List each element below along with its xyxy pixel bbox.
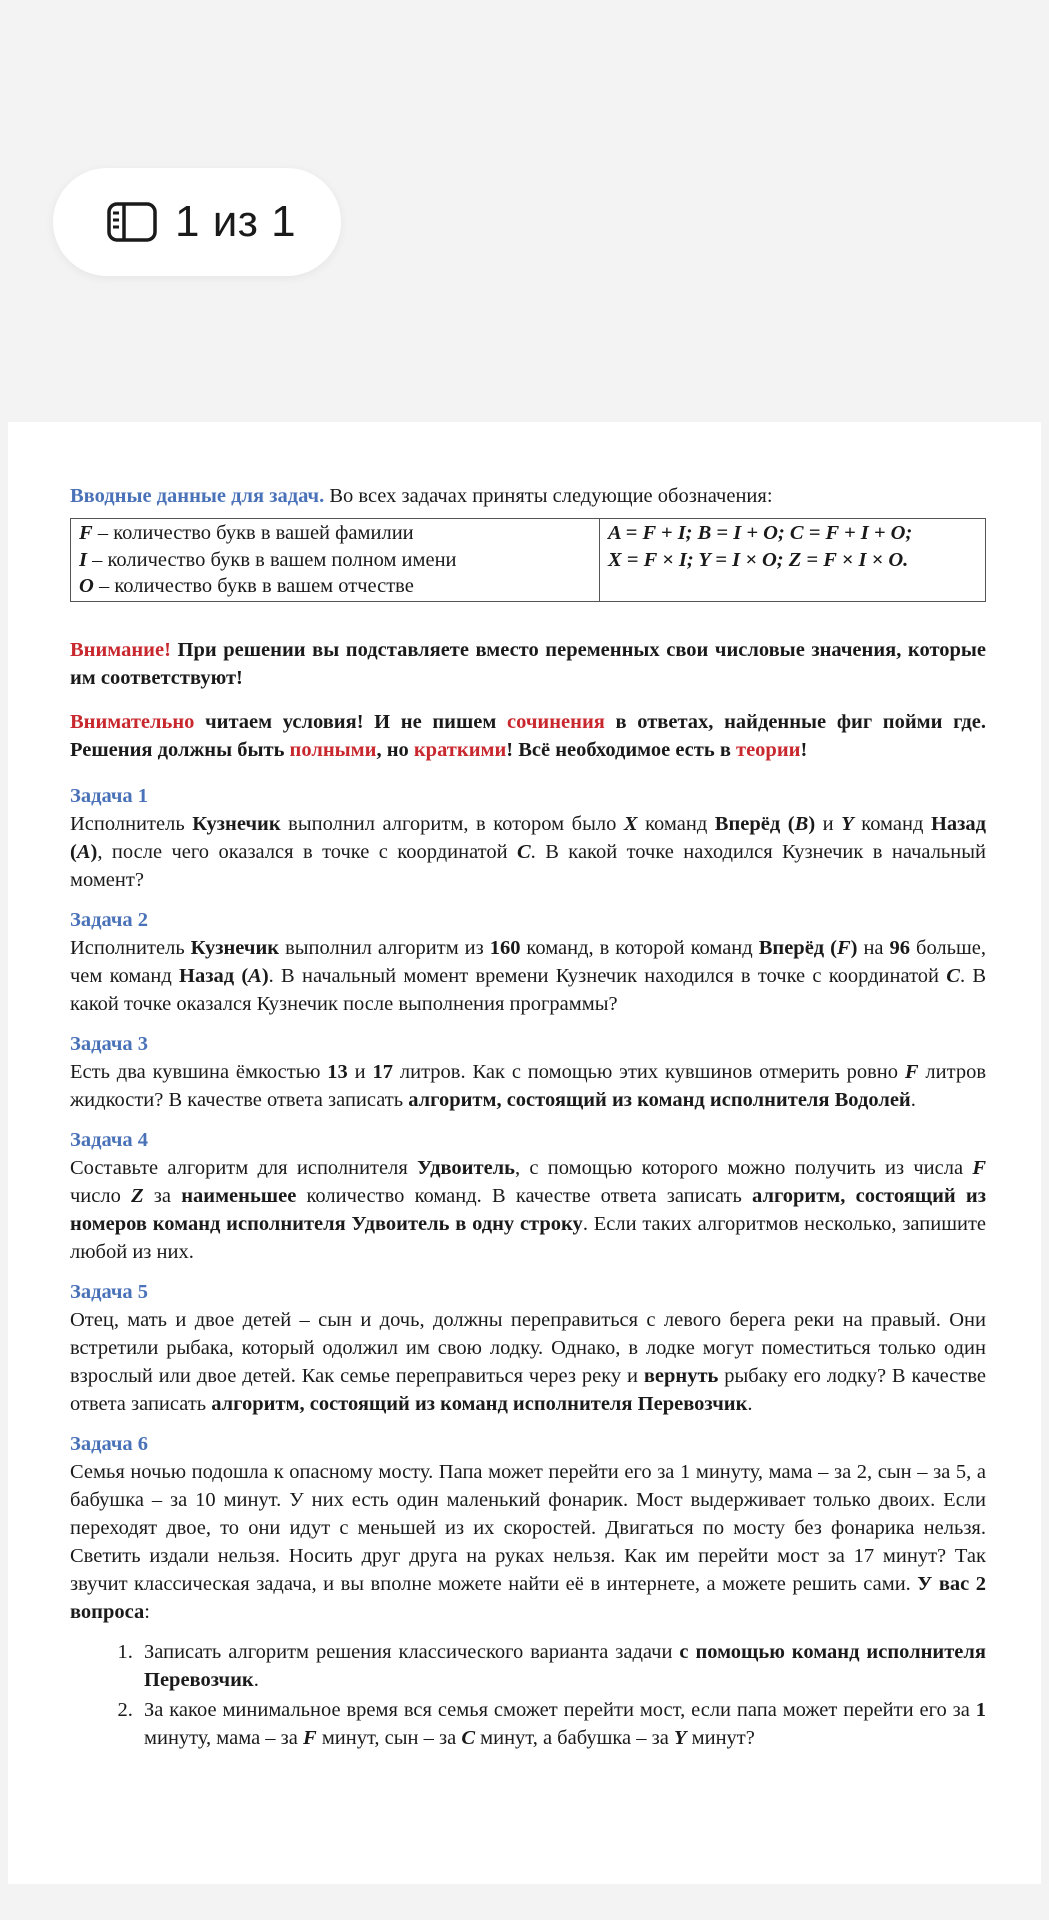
formula-line-2: X = F × I; Y = I × O; Z = F × I × O. (608, 548, 909, 571)
warning-2: Внимательно читаем условия! И не пишем сочинения в ответах, найденные фиг пойми где. Решения должны быть полными, но краткими! Всё необходимое есть в теории! (70, 710, 986, 761)
page-counter-text: 1 из 1 (175, 197, 297, 246)
task-6-questions (70, 1638, 986, 1752)
task-2-text: Исполнитель Кузнечик выполнил алгоритм из 160 команд, в которой команд Вперёд (F) на 96 больше, чем команд Назад (A). В начальный момент времени Кузнечик находился в точке с координатой C. В какой точке оказался Кузнечик после выполнения программы? (70, 936, 987, 1015)
list-item: 1. Записать алгоритм решения классического варианта задачи с помощью команд исполнителя Перевозчик. (138, 1638, 986, 1694)
warning-1: Внимание! При решении вы подставляете вместо переменных свои числовые значения, которые им соответствуют! (70, 638, 986, 689)
task-2 (70, 906, 986, 1018)
formula-line-1: A = F + I; B = I + O; C = F + I + O; (608, 522, 913, 544)
notation-table (70, 518, 986, 602)
page-sidebar-icon (107, 202, 157, 242)
task-2-title: Задача 2 (70, 908, 149, 931)
intro-text: Во всех задачах приняты следующие обозначения: (324, 485, 773, 507)
notation-right-cell (600, 519, 986, 602)
task-3 (70, 1030, 986, 1114)
notation-row-i: I – количество букв в вашем полном имени (79, 548, 457, 571)
task-1-title: Задача 1 (70, 784, 149, 807)
notation-left-cell (71, 519, 600, 602)
task-5-title: Задача 5 (70, 1280, 149, 1303)
task-6-title: Задача 6 (70, 1432, 149, 1455)
task-6 (70, 1430, 986, 1752)
task-4-title: Задача 4 (70, 1128, 149, 1151)
task-1 (70, 782, 986, 894)
intro-label: Вводные данные для задач. (70, 485, 325, 507)
task-1-text: Исполнитель Кузнечик выполнил алгоритм, в котором было X команд Вперёд (B) и Y команд Назад (A), после чего оказался в точке с координатой C. В какой точке находился Кузнечик в начальный момент? (70, 812, 986, 891)
notation-row-f: F – количество букв в вашей фамилии (79, 522, 414, 544)
document-page (8, 422, 1041, 1884)
task-5-text: Отец, мать и двое детей – сын и дочь, должны переправиться с левого берега реки на правый. Они встретили рыбака, который одолжил им свою лодку. Однако, в лодке могут поместиться только один взрослый или двое детей. Как семье переправиться через реку и вернуть рыбаку его лодку? В качестве ответа записать алгоритм, состоящий из команд исполнителя Перевозчик. (70, 1308, 987, 1415)
intro-paragraph (70, 482, 986, 510)
task-3-text: Есть два кувшина ёмкостью 13 и 17 литров. Как с помощью этих кувшинов отмерить ровно F литров жидкости? В качестве ответа записать алгоритм, состоящий из команд исполнителя Водолей. (70, 1060, 987, 1111)
task-4-text: Составьте алгоритм для исполнителя Удвоитель, с помощью которого можно получить из числа F число Z за наименьшее количество команд. В качестве ответа записать алгоритм, состоящий из номеров команд исполнителя Удвоитель в одну строку. Если таких алгоритмов несколько, запишите любой из них. (70, 1156, 987, 1263)
task-3-title: Задача 3 (70, 1032, 149, 1055)
list-item: 2. За какое минимальное время вся семья сможет перейти мост, если папа может перейти его за 1 минуту, мама – за F минут, сын – за C минут, а бабушка – за Y минут? (138, 1696, 986, 1752)
page-counter-pill[interactable] (53, 168, 341, 276)
document-content (70, 482, 986, 1764)
task-4 (70, 1126, 986, 1266)
task-5 (70, 1278, 986, 1418)
viewer-toolbar-area (0, 0, 1049, 420)
notation-row-o: O – количество букв в вашем отчестве (79, 575, 414, 597)
task-6-text: Семья ночью подошла к опасному мосту. Папа может перейти его за 1 минуту, мама – за 2, сын – за 5, а бабушка – за 10 минут. У них есть один маленький фонарик. Мост выдерживает только двоих. Если переходят двое, то они идут с меньшей из их скоростей. Двигаться по мосту без фонарика нельзя. Светить издали нельзя. Носить друг друга на руках нельзя. Как им перейти мост за 17 минут? Так звучит классическая задача, и вы вполне можете найти её в интернете, а можете решить сами. У вас 2 вопроса: (70, 1460, 986, 1623)
